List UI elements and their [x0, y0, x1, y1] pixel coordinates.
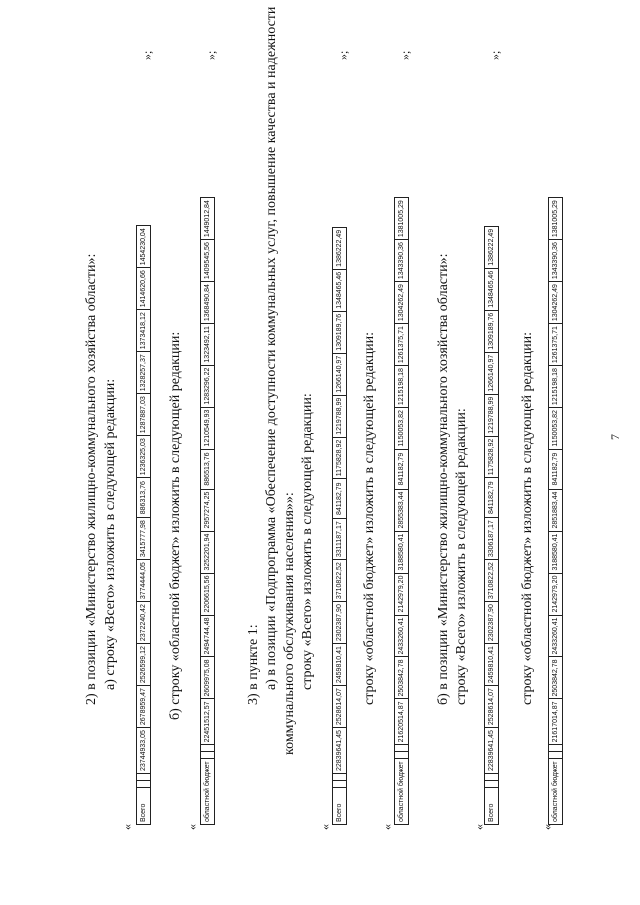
row-label: областной бюджет: [395, 759, 409, 825]
cell: 1328257,37: [137, 352, 151, 394]
cell: 1175828,92: [485, 436, 499, 477]
cell: 1150053,82: [549, 408, 563, 449]
cell: 21620514,87: [395, 699, 409, 745]
cell: 2459810,41: [485, 644, 499, 686]
cell: 2503842,78: [549, 657, 563, 699]
cell: 22839641,45: [485, 728, 499, 774]
quote-open: «: [540, 824, 554, 830]
table-row: [201, 198, 215, 825]
text-line-5: а) в позиции «Подпрограмма «Обеспечение доступности коммунальных услуг, повышение качества и надежности: [264, 6, 279, 690]
cell: 1261375,71: [395, 324, 409, 366]
cell: 841182,79: [485, 478, 499, 518]
cell: 2957274,25: [201, 489, 215, 531]
table-row: [137, 226, 151, 825]
cell: 2459810,41: [333, 644, 347, 686]
text-line-4: 3) в пункте 1:: [246, 624, 261, 705]
cell: 3306187,17: [485, 518, 499, 560]
table-row: [333, 227, 347, 824]
text-line-10: строку «Всего» изложить в следующей редакции:: [454, 408, 469, 705]
row-label: Всего: [137, 788, 151, 825]
cell: 1215198,18: [395, 366, 409, 408]
cell: 1215198,18: [549, 366, 563, 408]
text-line-11: строку «областной бюджет» изложить в следующей редакции:: [520, 332, 535, 705]
cell: 1175828,92: [333, 437, 347, 478]
cell: 2372240,42: [137, 602, 151, 644]
cell: 2433260,41: [395, 615, 409, 657]
cell: 1266140,97: [333, 353, 347, 395]
quote-open: «: [120, 824, 134, 830]
cell: 2206615,56: [201, 573, 215, 615]
cell: 2526599,12: [137, 644, 151, 686]
cell: 841182,79: [333, 479, 347, 519]
cell: 1309189,76: [485, 310, 499, 352]
cell: 3710822,52: [333, 560, 347, 602]
cell: 3311187,17: [333, 519, 347, 560]
cell: 3188580,41: [395, 531, 409, 573]
cell: 1261375,71: [549, 324, 563, 366]
cell: 886313,76: [137, 478, 151, 518]
cell: 1219788,99: [485, 394, 499, 436]
cell: 2851883,44: [549, 489, 563, 531]
cell: 1304262,49: [549, 282, 563, 324]
cell: 1266140,97: [485, 352, 499, 394]
cell: 21617014,87: [549, 699, 563, 745]
quote-close: »;: [204, 50, 218, 60]
cell: 3774444,05: [137, 560, 151, 602]
row-label: областной бюджет: [201, 759, 215, 825]
cell: 2855383,44: [395, 489, 409, 531]
cell: 1373418,12: [137, 310, 151, 352]
cell: 2528614,07: [333, 686, 347, 728]
cell: 3415777,98: [137, 518, 151, 560]
text-line-8: строку «областной бюджет» изложить в следующей редакции:: [362, 332, 377, 705]
text-line-2: а) строку «Всего» изложить в следующей редакции:: [103, 378, 118, 690]
cell: 2302387,90: [333, 602, 347, 644]
cell: 2142979,20: [549, 573, 563, 615]
table-total-3: [484, 226, 499, 825]
cell: 1236325,03: [137, 436, 151, 478]
page-number: 7: [608, 434, 622, 440]
cell: 1386222,49: [485, 226, 499, 268]
quote-close: »;: [488, 50, 502, 60]
quote-close: »;: [140, 50, 154, 60]
cell: 841182,79: [549, 449, 563, 489]
cell: 1348465,46: [333, 269, 347, 311]
quote-open: «: [472, 824, 486, 830]
cell: 1386222,49: [333, 227, 347, 269]
cell: 23744933,05: [137, 728, 151, 774]
row-label: Всего: [333, 788, 347, 825]
cell: 2609975,08: [201, 657, 215, 699]
table-regional-2: [394, 197, 409, 825]
text-line-1: 2) в позиции «Министерство жилищно-коммунального хозяйства области»:: [84, 253, 99, 705]
cell: 2302387,90: [485, 602, 499, 644]
cell: 1381005,29: [395, 198, 409, 240]
cell: 2503842,78: [395, 657, 409, 699]
quote-open: «: [185, 824, 199, 830]
cell: 1309189,76: [333, 311, 347, 353]
text-line-9: б) в позиции «Министерство жилищно-коммунального хозяйства области»:: [436, 253, 451, 705]
table-total-1: [136, 225, 151, 825]
row-label: Всего: [485, 788, 499, 825]
cell: 1348465,46: [485, 268, 499, 310]
quote-close: »;: [336, 50, 350, 60]
table-row: [549, 198, 563, 825]
cell: 1343390,36: [549, 240, 563, 282]
cell: 1304262,49: [395, 282, 409, 324]
cell: 1381005,29: [549, 198, 563, 240]
cell: 2494744,48: [201, 615, 215, 657]
cell: 1343390,36: [395, 240, 409, 282]
table-total-2: [332, 227, 347, 825]
cell: 1287887,03: [137, 394, 151, 436]
cell: 3188580,41: [549, 531, 563, 573]
row-label: областной бюджет: [549, 759, 563, 825]
text-line-6: коммунального обслуживания населения»»:: [282, 492, 297, 755]
cell: 1454230,04: [137, 226, 151, 268]
cell: 1414620,66: [137, 268, 151, 310]
cell: 2142979,20: [395, 573, 409, 615]
cell: 841182,79: [395, 449, 409, 489]
cell: 1368490,84: [201, 282, 215, 324]
cell: 2528614,07: [485, 686, 499, 728]
cell: 22451512,57: [201, 699, 215, 745]
quote-open: «: [318, 824, 332, 830]
cell: 1210549,93: [201, 407, 215, 449]
cell: 1409545,56: [201, 240, 215, 282]
cell: 3710822,52: [485, 560, 499, 602]
cell: 1323492,11: [201, 324, 215, 365]
cell: 2433260,41: [549, 615, 563, 657]
text-line-3: б) строку «областной бюджет» изложить в следующей редакции:: [168, 331, 183, 720]
cell: 1150053,82: [395, 408, 409, 449]
cell: 886513,76: [201, 449, 215, 489]
cell: 1449012,84: [201, 198, 215, 240]
cell: 1219788,99: [333, 395, 347, 437]
cell: 3252201,94: [201, 531, 215, 573]
table-regional-3: [548, 197, 563, 825]
cell: 2678959,47: [137, 686, 151, 728]
cell: 1283296,22: [201, 365, 215, 407]
quote-close: »;: [398, 50, 412, 60]
table-row: [485, 226, 499, 824]
table-regional-1: [200, 197, 215, 825]
quote-open: «: [380, 824, 394, 830]
text-line-7: строку «Всего» изложить в следующей редакции:: [300, 393, 315, 690]
table-row: [395, 198, 409, 825]
cell: 22839641,45: [333, 728, 347, 774]
